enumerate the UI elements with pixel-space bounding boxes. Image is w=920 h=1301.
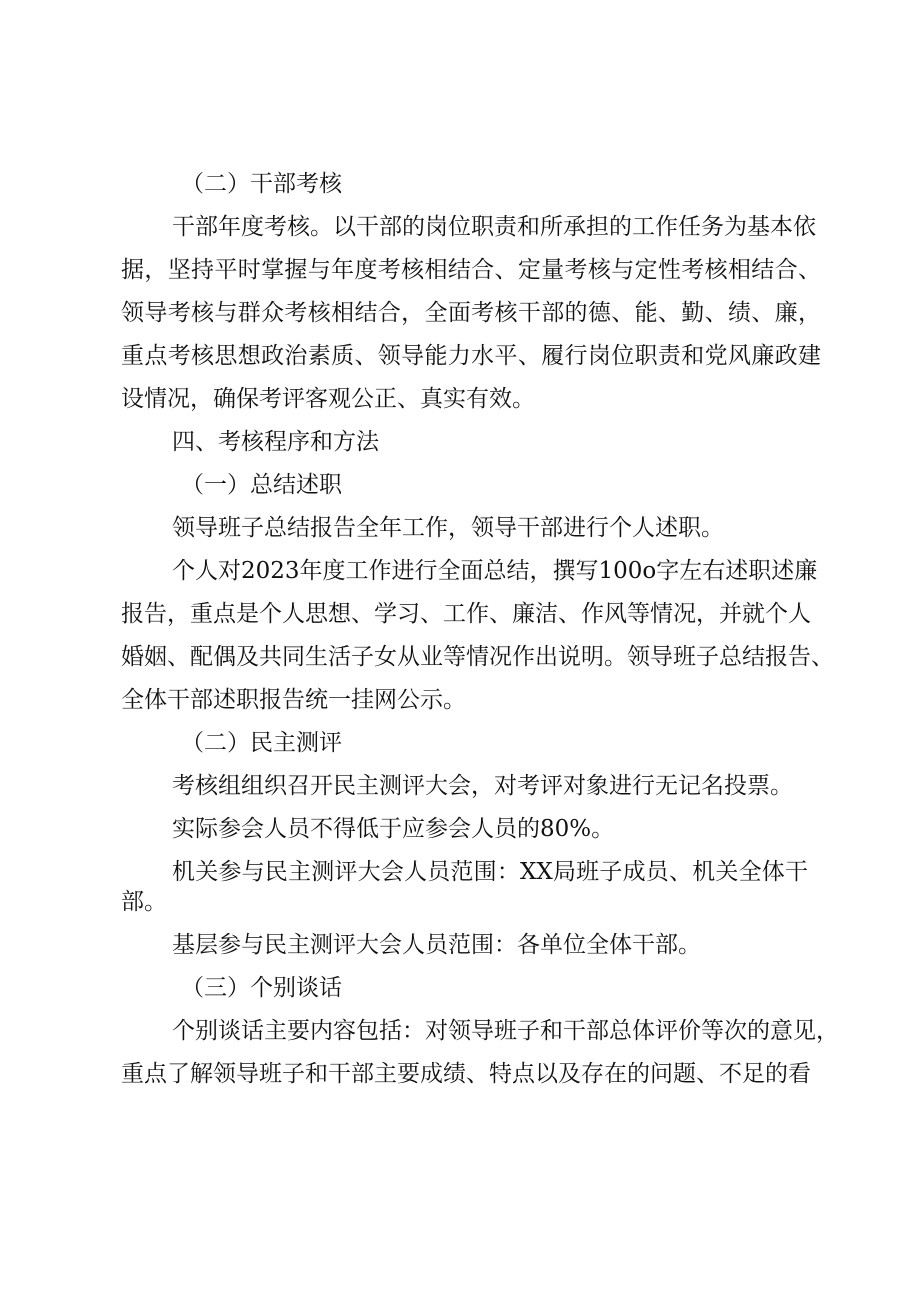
paragraph-line: 领导考核与群众考核相结合，全面考核干部的德、能、勤、绩、廉， [121,300,821,326]
paragraph-line: 干部年度考核。以干部的岗位职责和所承担的工作任务为基本依 [172,214,816,240]
paragraph-line: 个人对2023年度工作进行全面总结，撰写100o字左右述职述廉 [172,558,818,584]
section-heading-summary: （一）总结述职 [181,472,342,498]
paragraph-line: 考核组组织召开民主测评大会，对考评对象进行无记名投票。 [172,773,793,799]
paragraph-line: 设情况，确保考评客观公正、真实有效。 [121,386,535,412]
paragraph-line: 报告，重点是个人思想、学习、工作、廉洁、作风等情况，并就个人 [121,601,811,627]
paragraph-line: 据，坚持平时掌握与年度考核相结合、定量考核与定性考核相结合、 [121,257,821,283]
section-heading-procedure: 四、考核程序和方法 [172,429,379,455]
section-heading-democratic-evaluation: （二）民主测评 [181,730,342,756]
section-heading-individual-talks: （三）个别谈话 [181,975,342,1001]
paragraph-line: 重点考核思想政治素质、领导能力水平、履行岗位职责和党风廉政建 [121,343,821,369]
paragraph-line: 个别谈话主要内容包括：对领导班子和干部总体评价等次的意见， [172,1018,839,1044]
paragraph-line: 机关参与民主测评大会人员范围：XX局班子成员、机关全体干 [172,859,808,885]
paragraph-line: 基层参与民主测评大会人员范围：各单位全体干部。 [172,932,701,958]
paragraph-line: 领导班子总结报告全年工作，领导干部进行个人述职。 [172,515,724,541]
paragraph-line: 部。 [121,889,167,915]
section-heading-cadre-assessment: （二）干部考核 [181,171,342,197]
paragraph-line: 婚姻、配偶及共同生活子女从业等情况作出说明。领导班子总结报告、 [121,644,834,670]
paragraph-line: 重点了解领导班子和干部主要成绩、特点以及存在的问题、不足的看 [121,1061,811,1087]
paragraph-line: 全体干部述职报告统一挂网公示。 [121,687,466,713]
paragraph-line: 实际参会人员不得低于应参会人员的80%。 [172,816,615,842]
